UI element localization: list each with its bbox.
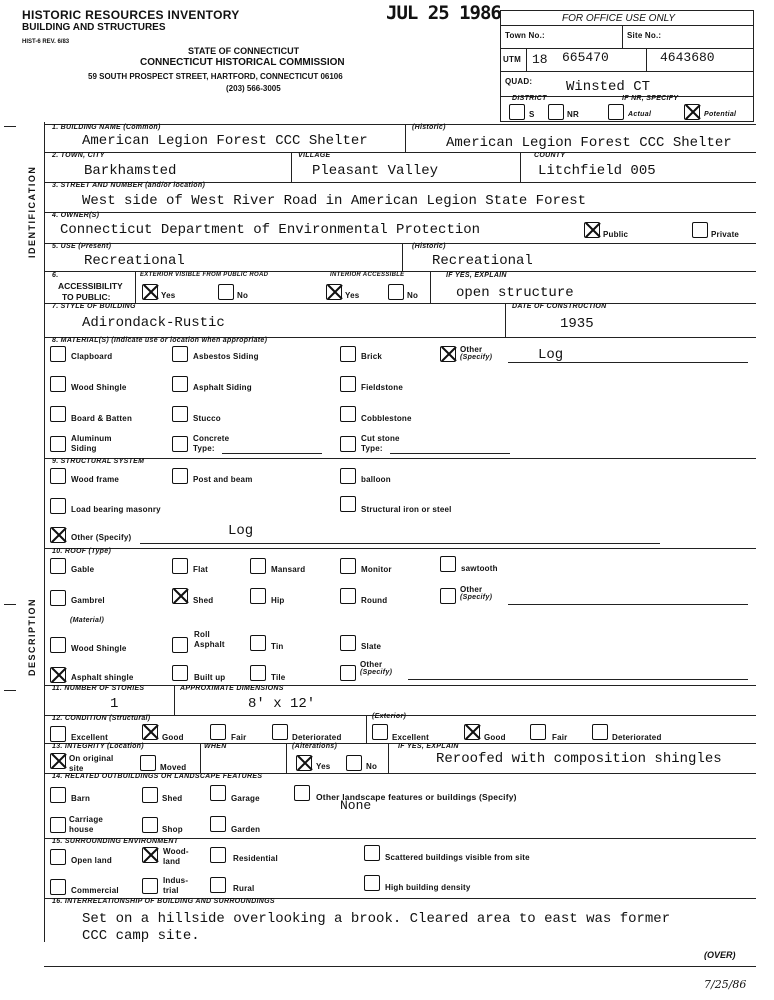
street-label: 3. STREET AND NUMBER (and/or location): [52, 182, 206, 189]
roof-asphalt-shingle-label: Asphalt shingle: [71, 673, 134, 682]
material-aluminum-label-2: Siding: [71, 444, 97, 453]
identification-side-label: IDENTIFICATION: [27, 165, 37, 258]
potential-label: Potential: [704, 111, 737, 118]
exterior-visible-label: EXTERIOR VISIBLE FROM PUBLIC ROAD: [140, 272, 269, 278]
outbuilding-other-checkbox[interactable]: [294, 785, 310, 801]
interior-accessible-label: INTERIOR ACCESSIBLE: [330, 272, 405, 278]
outbuilding-barn-label: Barn: [71, 794, 91, 803]
material-other-value: Log: [538, 347, 564, 363]
outbuilding-carriage-house-label: house: [69, 825, 94, 834]
roof-roll-label: Roll: [194, 630, 210, 639]
integrity-label: 13. INTEGRITY (Location): [52, 743, 144, 750]
actual-label: Actual: [628, 111, 652, 118]
roof-tin-label: Tin: [271, 642, 284, 651]
structural-balloon-checkbox[interactable]: [340, 468, 356, 484]
stories-label: 11. NUMBER OF STORIES: [52, 685, 145, 692]
district-nr-label: NR: [567, 110, 579, 119]
alterations-explain-value: Reroofed with composition shingles: [436, 751, 722, 767]
private-checkbox[interactable]: [692, 222, 708, 238]
if-nr-label: IF NR, SPECIFY: [622, 95, 679, 102]
form-title: HISTORIC RESOURCES INVENTORY: [22, 8, 240, 22]
condition-exterior-fair-checkbox[interactable]: [530, 724, 546, 740]
style-label: 7. STYLE OF BUILDING: [52, 303, 136, 310]
material-wood-shingle-checkbox[interactable]: [50, 376, 66, 392]
outbuilding-barn-checkbox[interactable]: [50, 787, 66, 803]
office-use-title: FOR OFFICE USE ONLY: [562, 13, 675, 24]
condition-structural-fair-label: Fair: [231, 733, 247, 742]
environment-open-land-checkbox[interactable]: [50, 849, 66, 865]
integrity-moved-label: Moved: [160, 763, 187, 772]
outbuilding-garage-checkbox[interactable]: [210, 785, 226, 801]
roof-slate-checkbox[interactable]: [340, 635, 356, 651]
roof-mansard-label: Mansard: [271, 565, 306, 574]
outbuildings-label: 14. RELATED OUTBUILDINGS OR LANDSCAPE FEATURES: [52, 773, 263, 780]
roof-roll-asphalt-checkbox[interactable]: [172, 637, 188, 653]
roof-other-label: Other: [460, 585, 483, 594]
accessibility-number: 6.: [52, 272, 59, 279]
environment-commercial-checkbox[interactable]: [50, 879, 66, 895]
structural-balloon-label: balloon: [361, 475, 391, 484]
roof-sawtooth-label: sawtooth: [461, 564, 498, 573]
environment-residential-checkbox[interactable]: [210, 847, 226, 863]
structural-wood-frame-checkbox[interactable]: [50, 468, 66, 484]
dimensions-label: APPROXIMATE DIMENSIONS: [180, 685, 284, 692]
address-label: 59 SOUTH PROSPECT STREET, HARTFORD, CONNECTICUT 06106: [88, 72, 343, 81]
condition-structural-deteriorated-checkbox[interactable]: [272, 724, 288, 740]
building-name-common: American Legion Forest CCC Shelter: [82, 133, 368, 149]
material-clapboard-checkbox[interactable]: [50, 346, 66, 362]
alterations-label: (Alterations): [292, 743, 338, 750]
condition-label: 12. CONDITION (Structural): [52, 715, 151, 722]
roof-hip-label: Hip: [271, 596, 285, 605]
outbuilding-garden-checkbox[interactable]: [210, 816, 226, 832]
owner-value: Connecticut Department of Environmental Protection: [60, 222, 481, 238]
quad-label: QUAD:: [505, 77, 533, 86]
historic-name-label: (Historic): [412, 124, 446, 131]
structural-post-beam-checkbox[interactable]: [172, 468, 188, 484]
condition-exterior-fair-label: Fair: [552, 733, 568, 742]
dimensions-value: 8' x 12': [248, 696, 316, 712]
roof-label: 10. ROOF (Type): [52, 548, 112, 555]
integrity-moved-checkbox[interactable]: [140, 755, 156, 771]
roof-tile-label: Tile: [271, 673, 286, 682]
roof-gambrel-label: Gambrel: [71, 596, 105, 605]
roof-wood-shingle-checkbox[interactable]: [50, 637, 66, 653]
alterations-yes-checkbox[interactable]: [296, 755, 312, 771]
environment-residential-label: Residential: [233, 854, 278, 863]
district-s-checkbox[interactable]: [509, 104, 525, 120]
material-concrete-checkbox[interactable]: [172, 436, 188, 452]
material-fieldstone-checkbox[interactable]: [340, 376, 356, 392]
roof-shed-checkbox[interactable]: [172, 588, 188, 604]
exterior-no-label: No: [237, 291, 249, 300]
utm-zone: 18: [532, 52, 548, 67]
structural-load-bearing-label: Load bearing masonry: [71, 505, 161, 514]
condition-structural-fair-checkbox[interactable]: [210, 724, 226, 740]
roof-flat-label: Flat: [193, 565, 209, 574]
condition-exterior-good-checkbox[interactable]: [464, 724, 480, 740]
environment-industrial-label: Indus-: [163, 876, 189, 885]
district-label: DISTRICT: [512, 95, 547, 102]
environment-commercial-label: Commercial: [71, 886, 119, 895]
roof-flat-checkbox[interactable]: [172, 558, 188, 574]
interior-yes-checkbox[interactable]: [326, 284, 342, 300]
roof-gable-label: Gable: [71, 565, 95, 574]
roof-mansard-checkbox[interactable]: [250, 558, 266, 574]
environment-label: 15. SURROUNDING ENVIRONMENT: [52, 838, 179, 845]
village-value: Pleasant Valley: [312, 163, 439, 179]
material-brick-label: Brick: [361, 352, 383, 361]
outbuilding-shop-label: Shop: [162, 825, 183, 834]
structural-wood-frame-label: Wood frame: [71, 475, 120, 484]
condition-structural-deteriorated-label: Deteriorated: [292, 733, 342, 742]
condition-structural-excellent-label: Excellent: [71, 733, 108, 742]
integrity-if-yes-label: IF YES, EXPLAIN: [398, 743, 459, 750]
quad-value: Winsted CT: [566, 79, 651, 95]
material-stucco-checkbox[interactable]: [172, 406, 188, 422]
accessibility-label-2: TO PUBLIC:: [62, 292, 111, 302]
interrelationship-line-1: Set on a hillside overlooking a brook. Cleared area to east was former: [82, 911, 671, 927]
roof-round-label: Round: [361, 596, 388, 605]
condition-exterior-label: (Exterior): [372, 713, 407, 720]
county-label: COUNTY: [534, 152, 566, 159]
roof-material-label: (Material): [70, 617, 105, 624]
roof-material-other-checkbox[interactable]: [340, 665, 356, 681]
handwritten-date: 7/25/86: [704, 978, 747, 991]
street-value: West side of West River Road in American Legion State Forest: [82, 193, 587, 209]
date-construction-label: DATE OF CONSTRUCTION: [512, 303, 607, 310]
environment-high-density-checkbox[interactable]: [364, 875, 380, 891]
exterior-yes-label: Yes: [161, 291, 176, 300]
actual-checkbox[interactable]: [608, 104, 624, 120]
structural-iron-checkbox[interactable]: [340, 496, 356, 512]
alterations-no-checkbox[interactable]: [346, 755, 362, 771]
condition-exterior-deteriorated-label: Deteriorated: [612, 733, 662, 742]
material-asbestos-checkbox[interactable]: [172, 346, 188, 362]
interior-no-label: No: [407, 291, 419, 300]
environment-scattered-checkbox[interactable]: [364, 845, 380, 861]
material-cobblestone-checkbox[interactable]: [340, 406, 356, 422]
material-cobblestone-label: Cobblestone: [361, 414, 412, 423]
alterations-no-label: No: [366, 762, 378, 771]
phone-label: (203) 566-3005: [226, 84, 281, 93]
access-explain-value: open structure: [456, 285, 574, 301]
roof-hip-checkbox[interactable]: [250, 588, 266, 604]
environment-woodland-checkbox[interactable]: [142, 847, 158, 863]
roof-roll-asphalt-label: Asphalt: [194, 640, 225, 649]
building-name-historic: American Legion Forest CCC Shelter: [446, 135, 732, 151]
environment-industrial-label-2: trial: [163, 886, 179, 895]
district-s-label: S: [529, 110, 535, 119]
roof-other-checkbox[interactable]: [440, 588, 456, 604]
roof-tin-checkbox[interactable]: [250, 635, 266, 651]
roof-sawtooth-checkbox[interactable]: [440, 556, 456, 572]
county-value: Litchfield 005: [538, 163, 656, 179]
material-cut-stone-checkbox[interactable]: [340, 436, 356, 452]
date-construction-value: 1935: [560, 316, 594, 332]
structural-load-bearing-checkbox[interactable]: [50, 498, 66, 514]
potential-checkbox[interactable]: [684, 104, 700, 120]
alterations-yes-label: Yes: [316, 762, 331, 771]
style-value: Adirondack-Rustic: [82, 315, 225, 331]
outbuilding-garden-label: Garden: [231, 825, 261, 834]
material-fieldstone-label: Fieldstone: [361, 383, 404, 392]
access-if-yes-label: IF YES, EXPLAIN: [446, 272, 507, 279]
material-board-batten-checkbox[interactable]: [50, 406, 66, 422]
exterior-yes-checkbox[interactable]: [142, 284, 158, 300]
cut-stone-type-label: Type:: [361, 444, 383, 453]
structural-other-label: Other (Specify): [71, 533, 132, 542]
roof-material-specify-label: (Specify): [360, 669, 393, 676]
concrete-type-label: Type:: [193, 444, 215, 453]
roof-tile-checkbox[interactable]: [250, 665, 266, 681]
roof-specify-label: (Specify): [460, 594, 493, 601]
roof-built-up-label: Built up: [194, 673, 226, 682]
use-present-label: 5. USE (Present): [52, 243, 112, 250]
condition-exterior-deteriorated-checkbox[interactable]: [592, 724, 608, 740]
environment-woodland-label-2: land: [163, 857, 181, 866]
condition-structural-excellent-checkbox[interactable]: [50, 726, 66, 742]
condition-exterior-excellent-label: Excellent: [392, 733, 429, 742]
public-checkbox[interactable]: [584, 222, 600, 238]
state-label: STATE OF CONNECTICUT: [188, 46, 300, 56]
private-label: Private: [711, 230, 740, 239]
material-specify-label: (Specify): [460, 354, 493, 361]
roof-wood-shingle-label: Wood Shingle: [71, 644, 127, 653]
structural-label: 9. STRUCTURAL SYSTEM: [52, 458, 145, 465]
material-board-batten-label: Board & Batten: [71, 414, 133, 423]
outbuilding-other-value: None: [340, 798, 372, 813]
roof-monitor-checkbox[interactable]: [340, 558, 356, 574]
structural-post-beam-label: Post and beam: [193, 475, 253, 484]
environment-woodland-label: Wood-: [163, 847, 189, 856]
interior-no-checkbox[interactable]: [388, 284, 404, 300]
village-label: VILLAGE: [298, 152, 331, 159]
environment-high-density-label: High building density: [385, 883, 471, 892]
district-nr-checkbox[interactable]: [548, 104, 564, 120]
condition-exterior-excellent-checkbox[interactable]: [372, 724, 388, 740]
roof-shed-label: Shed: [193, 596, 214, 605]
material-aluminum-label: Aluminum: [71, 434, 112, 443]
interrelationship-line-2: CCC camp site.: [82, 928, 200, 944]
commission-label: CONNECTICUT HISTORICAL COMMISSION: [140, 57, 345, 68]
materials-label: 8. MATERIAL(S) (Indicate use or location when appropriate): [52, 337, 268, 344]
roof-slate-label: Slate: [361, 642, 382, 651]
condition-exterior-good-label: Good: [484, 733, 506, 742]
environment-industrial-checkbox[interactable]: [142, 878, 158, 894]
town-value: Barkhamsted: [84, 163, 177, 179]
use-historic-value: Recreational: [432, 253, 533, 269]
structural-other-checkbox[interactable]: [50, 527, 66, 543]
material-other-checkbox[interactable]: [440, 346, 456, 362]
material-clapboard-label: Clapboard: [71, 352, 113, 361]
integrity-site-label: site: [69, 764, 84, 773]
town-label: 2. TOWN, CITY: [52, 152, 105, 159]
form-number: HIST-6 REV. 6/83: [22, 39, 70, 45]
roof-gable-checkbox[interactable]: [50, 558, 66, 574]
roof-material-other-label: Other: [360, 660, 383, 669]
material-aluminum-checkbox[interactable]: [50, 436, 66, 452]
material-stucco-label: Stucco: [193, 414, 221, 423]
use-historic-label: (Historic): [412, 243, 446, 250]
roof-asphalt-shingle-checkbox[interactable]: [50, 667, 66, 683]
when-label: WHEN: [204, 743, 227, 750]
outbuilding-carriage-label: Carriage: [69, 815, 104, 824]
stories-value: 1: [110, 696, 119, 712]
material-other-label: Other: [460, 345, 483, 354]
material-cut-stone-label: Cut stone: [361, 434, 400, 443]
material-asphalt-siding-label: Asphalt Siding: [193, 383, 252, 392]
utm-label: UTM: [503, 55, 521, 64]
environment-rural-checkbox[interactable]: [210, 877, 226, 893]
material-concrete-label: Concrete: [193, 434, 230, 443]
accessibility-label: ACCESSIBILITY: [58, 281, 123, 291]
condition-structural-good-checkbox[interactable]: [142, 724, 158, 740]
site-no-label: Site No.:: [627, 31, 662, 40]
outbuilding-other-label: Other landscape features or buildings (Specify): [316, 792, 517, 802]
interrelationship-label: 16. INTERRELATIONSHIP OF BUILDING AND SURROUNDINGS: [52, 898, 275, 905]
outbuilding-shed-checkbox[interactable]: [142, 787, 158, 803]
environment-open-land-label: Open land: [71, 856, 112, 865]
condition-structural-good-label: Good: [162, 733, 184, 742]
owner-label: 4. OWNER(S): [52, 212, 100, 219]
roof-monitor-label: Monitor: [361, 565, 392, 574]
building-name-label: 1. BUILDING NAME (Common): [52, 124, 161, 131]
description-side-label: DESCRIPTION: [27, 597, 37, 676]
town-no-label: Town No.:: [505, 31, 545, 40]
roof-built-up-checkbox[interactable]: [172, 665, 188, 681]
outbuilding-shed-label: Shed: [162, 794, 183, 803]
roof-gambrel-checkbox[interactable]: [50, 590, 66, 606]
use-present-value: Recreational: [84, 253, 185, 269]
public-label: Public: [603, 230, 629, 239]
outbuilding-garage-label: Garage: [231, 794, 260, 803]
roof-round-checkbox[interactable]: [340, 588, 356, 604]
material-asbestos-label: Asbestos Siding: [193, 352, 259, 361]
form-subtitle: BUILDING AND STRUCTURES: [22, 22, 166, 33]
structural-other-value: Log: [228, 523, 254, 539]
environment-scattered-label: Scattered buildings visible from site: [385, 853, 530, 862]
over-label: (OVER): [704, 950, 736, 960]
integrity-original-site-checkbox[interactable]: [50, 753, 66, 769]
integrity-original-site-label: On original: [69, 754, 114, 763]
utm-easting: 665470: [562, 50, 609, 65]
environment-rural-label: Rural: [233, 884, 255, 893]
material-brick-checkbox[interactable]: [340, 346, 356, 362]
outbuilding-carriage-checkbox[interactable]: [50, 817, 66, 833]
structural-iron-label: Structural iron or steel: [361, 505, 452, 514]
date-stamp: JUL 25 1986: [386, 2, 501, 24]
utm-northing: 4643680: [660, 50, 715, 65]
material-asphalt-siding-checkbox[interactable]: [172, 376, 188, 392]
outbuilding-shop-checkbox[interactable]: [142, 817, 158, 833]
material-wood-shingle-label: Wood Shingle: [71, 383, 127, 392]
interior-yes-label: Yes: [345, 291, 360, 300]
exterior-no-checkbox[interactable]: [218, 284, 234, 300]
